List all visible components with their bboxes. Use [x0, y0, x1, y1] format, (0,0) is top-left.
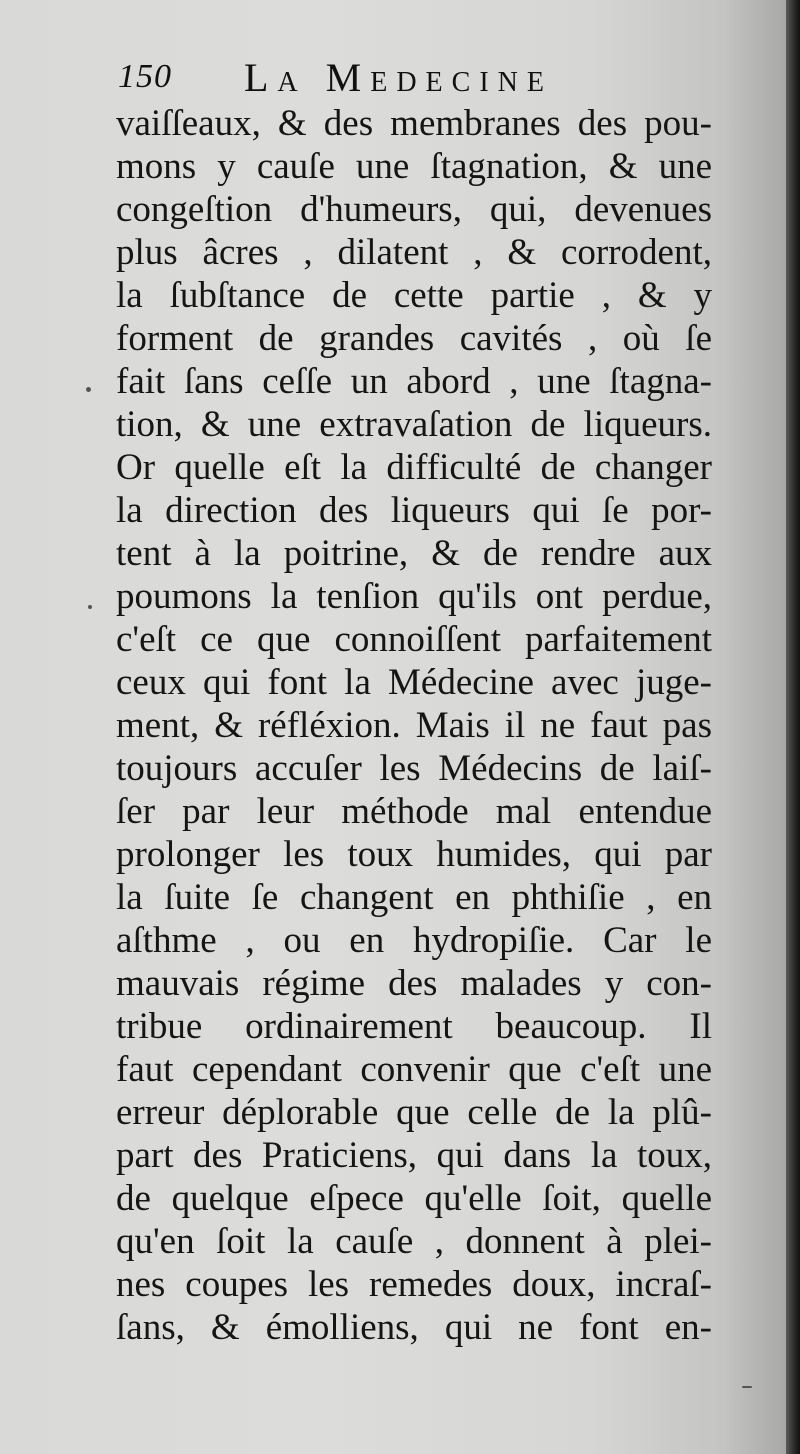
text-line: plus âcres , dilatent , & corrodent, — [116, 232, 712, 273]
text-line: vaiſſeaux, & des membranes des pou- — [116, 103, 712, 144]
text-line: qu'en ſoit la cauſe , donnent à plei- — [116, 1221, 712, 1262]
text-line: nes coupes les remedes doux, incraſ- — [116, 1264, 712, 1305]
paper-speck — [742, 1386, 752, 1388]
text-line: tion, & une extravaſation de liqueurs. — [116, 404, 712, 445]
book-gutter-edge — [786, 0, 800, 1454]
text-line: ceux qui font la Médecine avec juge- — [116, 662, 712, 703]
text-line: toujours accuſer les Médecins de laiſ- — [116, 748, 712, 789]
text-line: part des Praticiens, qui dans la toux, — [116, 1135, 712, 1176]
page-header — [118, 52, 718, 98]
text-line: la ſubſtance de cette partie , & y — [116, 275, 712, 316]
page-number: 150 — [118, 58, 172, 95]
text-line: de quelque eſpece qu'elle ſoit, quelle — [116, 1178, 712, 1219]
text-line: ſans, & émolliens, qui ne font en- — [116, 1307, 712, 1348]
text-line: c'eſt ce que connoiſſent parfaitement — [116, 619, 712, 660]
text-line: ment, & réfléxion. Mais il ne faut pas — [116, 705, 712, 746]
text-line: congeſtion d'humeurs, qui, devenues — [116, 189, 712, 230]
text-line: forment de grandes cavités , où ſe — [116, 318, 712, 359]
text-line: la ſuite ſe changent en phthiſie , en — [116, 877, 712, 918]
text-line: faut cependant convenir que c'eſt une — [116, 1049, 712, 1090]
text-line: tribue ordinairement beaucoup. Il — [116, 1006, 712, 1047]
body-text — [116, 102, 712, 1349]
text-line: mons y cauſe une ſtagnation, & une — [116, 146, 712, 187]
running-title: La Medecine — [244, 55, 553, 100]
text-line: tent à la poitrine, & de rendre aux — [116, 533, 712, 574]
text-line: prolonger les toux humides, qui par — [116, 834, 712, 875]
paper-speck — [88, 605, 92, 609]
paper-speck — [86, 387, 91, 392]
text-line: mauvais régime des malades y con- — [116, 963, 712, 1004]
text-line: poumons la tenſion qu'ils ont perdue, — [116, 576, 712, 617]
text-line: aſthme , ou en hydropiſie. Car le — [116, 920, 712, 961]
text-line: erreur déplorable que celle de la plû- — [116, 1092, 712, 1133]
text-line: la direction des liqueurs qui ſe por- — [116, 490, 712, 531]
text-line: ſer par leur méthode mal entendue — [116, 791, 712, 832]
text-line: fait ſans ceſſe un abord , une ſtagna- — [116, 361, 712, 402]
text-line: Or quelle eſt la difficulté de changer — [116, 447, 712, 488]
